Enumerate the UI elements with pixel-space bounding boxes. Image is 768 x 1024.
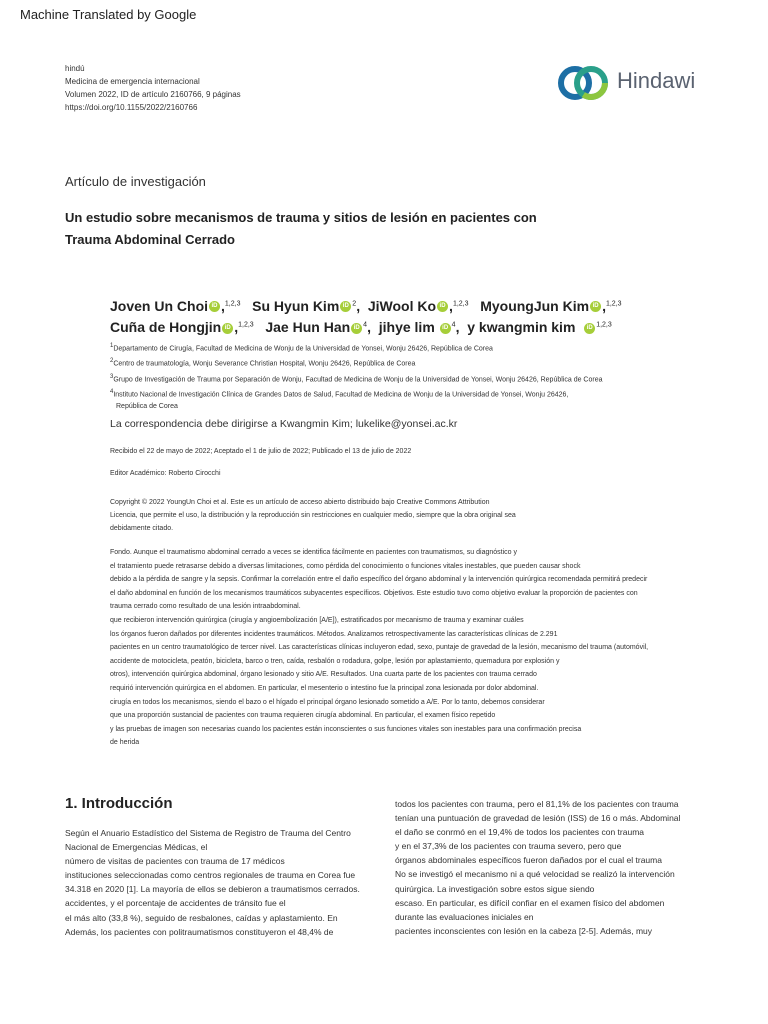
author-affil: 1,2,3	[238, 321, 254, 329]
orcid-icon[interactable]: iD	[222, 323, 233, 334]
abstract-line: pacientes en un centro traumatológico de tercer nivel. Las características clínicas incluyeron edad, sexo, puntaje de gravedad de la lesión, mecanismo del trauma (automóvil,	[110, 644, 649, 652]
author-affil: 1,2,3	[452, 300, 469, 307]
abstract-line: trauma cerrado como resultado de una lesión intraabdominal.	[110, 603, 301, 611]
author-affil: 2	[352, 300, 357, 307]
body-line: 34.318 en 2020 [1]. La mayoría de ellos se debieron a traumatismos cerrados.	[65, 884, 360, 895]
body-line: escaso. En particular, es difícil confiar en el examen físico del abdomen	[395, 897, 665, 908]
orcid-icon[interactable]: iD	[437, 301, 448, 312]
author-name: jihye lim	[378, 319, 435, 336]
abstract-line: cirugía en todos los mecanismos, siendo el bazo o el hígado el principal órgano lesionado sometido a A/E. Por lo tanto, debemos considerar	[110, 698, 545, 706]
abstract-line: debido a la pérdida de sangre y la sepsis. Confirmar la correlación entre el daño específico del órgano abdominal y la intervención quirúrgica recomendada permitirá predecir	[110, 576, 648, 584]
paper-title	[65, 207, 585, 251]
title-line: Trauma Abdominal Cerrado	[65, 232, 235, 247]
orcid-icon[interactable]: iD	[209, 301, 220, 312]
author-name: Cuña de Hongjin	[110, 319, 222, 336]
author-name: Jae Hun Han	[265, 319, 351, 336]
author: MyoungJun Kim iD ,$^{1,2,3}$	[480, 297, 622, 314]
body-line: Además, los pacientes con politraumatismos constituyeron el 48,4% de	[65, 926, 334, 937]
author-affil: 4	[363, 321, 368, 329]
author-name: Su Hyun Kim	[252, 297, 340, 314]
orcid-icon[interactable]: iD	[440, 323, 451, 334]
affiliation-item: $^3$Grupo de Investigación de Trauma por Separación de Wonju, Facultad de Medicina de Wonju de la Universidad de Yonsei, Wonju 26426, República de Corea	[110, 373, 603, 383]
orcid-icon[interactable]: iD	[351, 323, 362, 334]
abstract-line: que una proporción sustancial de pacientes con trauma requieren cirugía abdominal. En particular, el examen físico repetido	[110, 712, 496, 720]
body-line: y en el 37,3% de los pacientes con trauma severo, pero que	[395, 841, 622, 852]
publisher-name: hindú	[65, 64, 85, 73]
author: JiWool Ko iD ,$^{1,2,3}$	[367, 297, 469, 314]
abstract-line: y las pruebas de imagen son necesarias cuando los pacientes están inconscientes o sus funciones vitales son inestables para una confirmación precisa	[110, 725, 582, 733]
volume-info: Volumen 2022, ID de artículo 2160766, 9 páginas	[65, 90, 241, 99]
hindawi-rings-icon	[557, 62, 613, 104]
hindawi-wordmark: Hindawi	[617, 68, 696, 93]
author: jihye lim iD $^4$,	[378, 319, 460, 336]
author-name: MyoungJun Kim	[480, 297, 590, 314]
abstract-line: que recibieron intervención quirúrgica (cirugía y angioembolización [A/E]), estratificados por mecanismo de trauma y examinar cuáles	[110, 616, 524, 624]
publication-dates: Recibido el 22 de mayo de 2022; Aceptado el 1 de julio de 2022; Publicado el 13 de julio de 2022	[110, 448, 412, 455]
body-line: durante las evaluaciones iniciales en	[395, 911, 534, 922]
author-affil: 1,2,3	[605, 300, 622, 307]
body-line: No se investigó el mecanismo ni a qué velocidad se realizó la intervención	[395, 869, 675, 880]
affiliation-item: República de Corea	[116, 403, 178, 411]
journal-meta	[65, 62, 241, 114]
machine-translation-banner: Machine Translated by Google	[20, 7, 197, 22]
abstract	[110, 546, 710, 750]
doi-link[interactable]: https://doi.org/10.1155/2022/2160766	[65, 103, 198, 112]
body-line: pacientes inconscientes con lesión en la cabeza [2-5]. Además, muy	[395, 925, 653, 936]
abstract-line: Fondo. Aunque el traumatismo abdominal cerrado a veces se identifica fácilmente en pacientes con traumatismos, su diagnóstico y	[110, 549, 517, 556]
abstract-line: requirió intervención quirúrgica en el abdomen. En particular, el mesenterio o intestino fue la principal zona lesionada por dolor abdominal.	[110, 684, 539, 692]
hindawi-logo	[557, 62, 707, 104]
section-heading: 1. Introducción	[65, 795, 173, 812]
author: Su Hyun Kim iD $^2$,	[252, 297, 361, 314]
abstract-line: los órganos fueron dañados por diferentes incidentes traumáticos. Métodos. Analizamos retrospectivamente las características clínicas de 2.291	[110, 630, 558, 638]
author-name: JiWool Ko	[367, 297, 437, 314]
orcid-icon[interactable]: iD	[584, 323, 595, 334]
author-affil: 4	[451, 321, 456, 329]
author: Cuña de Hongjin iD ,$^{1,2,3}$	[110, 319, 254, 336]
article-type: Artículo de investigación	[65, 174, 206, 189]
abstract-line: el tratamiento puede retrasarse debido a diversas limitaciones, como pérdida del conocimiento o funciones vitales inestables, que pueden causar shock	[110, 562, 581, 570]
body-line: Nacional de Emergencias Médicas, el	[65, 842, 208, 853]
author: Joven Un Choi iD ,$^{1,2,3}$	[110, 297, 241, 314]
title-line: Un estudio sobre mecanismos de trauma y sitios de lesión en pacientes con	[65, 210, 537, 225]
body-line: Según el Anuario Estadístico del Sistema de Registro de Trauma del Centro	[65, 828, 351, 838]
copyright-line: debidamente citado.	[110, 525, 174, 532]
body-line: todos los pacientes con trauma, pero el 81,1% de los pacientes con trauma	[395, 799, 679, 809]
author-name: Joven Un Choi	[110, 297, 209, 314]
abstract-line: de herida	[110, 739, 140, 747]
affiliation-item: $^2$Centro de traumatología, Wonju Severance Christian Hospital, Wonju 26426, República de Corea	[110, 358, 416, 368]
body-line: órganos abdominales específicos fueron dañados por el cual el trauma	[395, 855, 662, 866]
body-left-column	[65, 826, 385, 939]
body-line: número de visitas de pacientes con trauma de 17 médicos	[65, 856, 285, 867]
affiliation-item: $^1$Departamento de Cirugía, Facultad de Medicina de Wonju de la Universidad de Yonsei, Wonju 26426, República de Corea	[110, 343, 493, 353]
abstract-line: otros), intervención quirúrgica abdominal, órgano lesionado y sitio A/E. Resultados. Una cuarta parte de los pacientes con trauma cerrado	[110, 671, 537, 679]
body-line: quirúrgica. La investigación sobre estos sigue siendo	[395, 883, 595, 894]
author: Jae Hun Han iD $^4$,	[265, 319, 371, 336]
orcid-icon[interactable]: iD	[340, 301, 351, 312]
copyright-notice	[110, 496, 580, 535]
copyright-line: Copyright © 2022 YoungUn Choi et al. Este es un artículo de acceso abierto distribuido bajo Creative Commons Attribution	[110, 499, 490, 506]
journal-name: Medicina de emergencia internacional	[65, 77, 200, 86]
author	[467, 319, 612, 335]
body-line: el más alto (33,8 %), seguido de resbalones, caídas y aplastamiento. En	[65, 912, 338, 923]
abstract-line: el daño abdominal en función de los mecanismos traumáticos subyacentes específicos. Objetivos. Este estudio tuvo como objetivo evaluar la proporción de pacientes con	[110, 589, 638, 597]
correspondence: La correspondencia debe dirigirse a Kwangmin Kim; lukelike@yonsei.ac.kr	[110, 418, 458, 430]
academic-editor: Editor Académico: Roberto Cirocchi	[110, 470, 221, 477]
body-line: el daño se conrmó en el 19,4% de todos los pacientes con trauma	[395, 827, 645, 838]
affiliation-item: $^4$Instituto Nacional de Investigación Clínica de Grandes Datos de Salud, Facultad de Medicina de Wonju de la Universidad de Yonsei, Wonju 26426,	[110, 388, 569, 399]
body-line: tenían una puntuación de gravedad de lesión (ISS) de 16 o más. Abdominal	[395, 813, 681, 824]
body-line: accidentes, y el porcentaje de accidentes de tránsito fue el	[65, 898, 286, 909]
orcid-icon[interactable]: iD	[590, 301, 601, 312]
author-list	[110, 294, 710, 337]
author-name: y kwangmin kim	[467, 319, 576, 336]
copyright-line: Licencia, que permite el uso, la distribución y la reproducción sin restricciones en cualquier medio, siempre que la obra original sea	[110, 512, 516, 519]
body-right-column	[395, 797, 715, 938]
author-affil: 1,2,3	[596, 321, 612, 329]
body-line: instituciones seleccionadas como centros regionales de trauma en Corea fue	[65, 870, 356, 881]
author-affil: 1,2,3	[224, 300, 241, 307]
affiliations	[110, 340, 710, 413]
abstract-line: accidente de motocicleta, peatón, bicicleta, barco o tren, caída, resbalón o rodadura, golpe, lesión por aplastamiento, quemadura por explosión y	[110, 657, 560, 665]
